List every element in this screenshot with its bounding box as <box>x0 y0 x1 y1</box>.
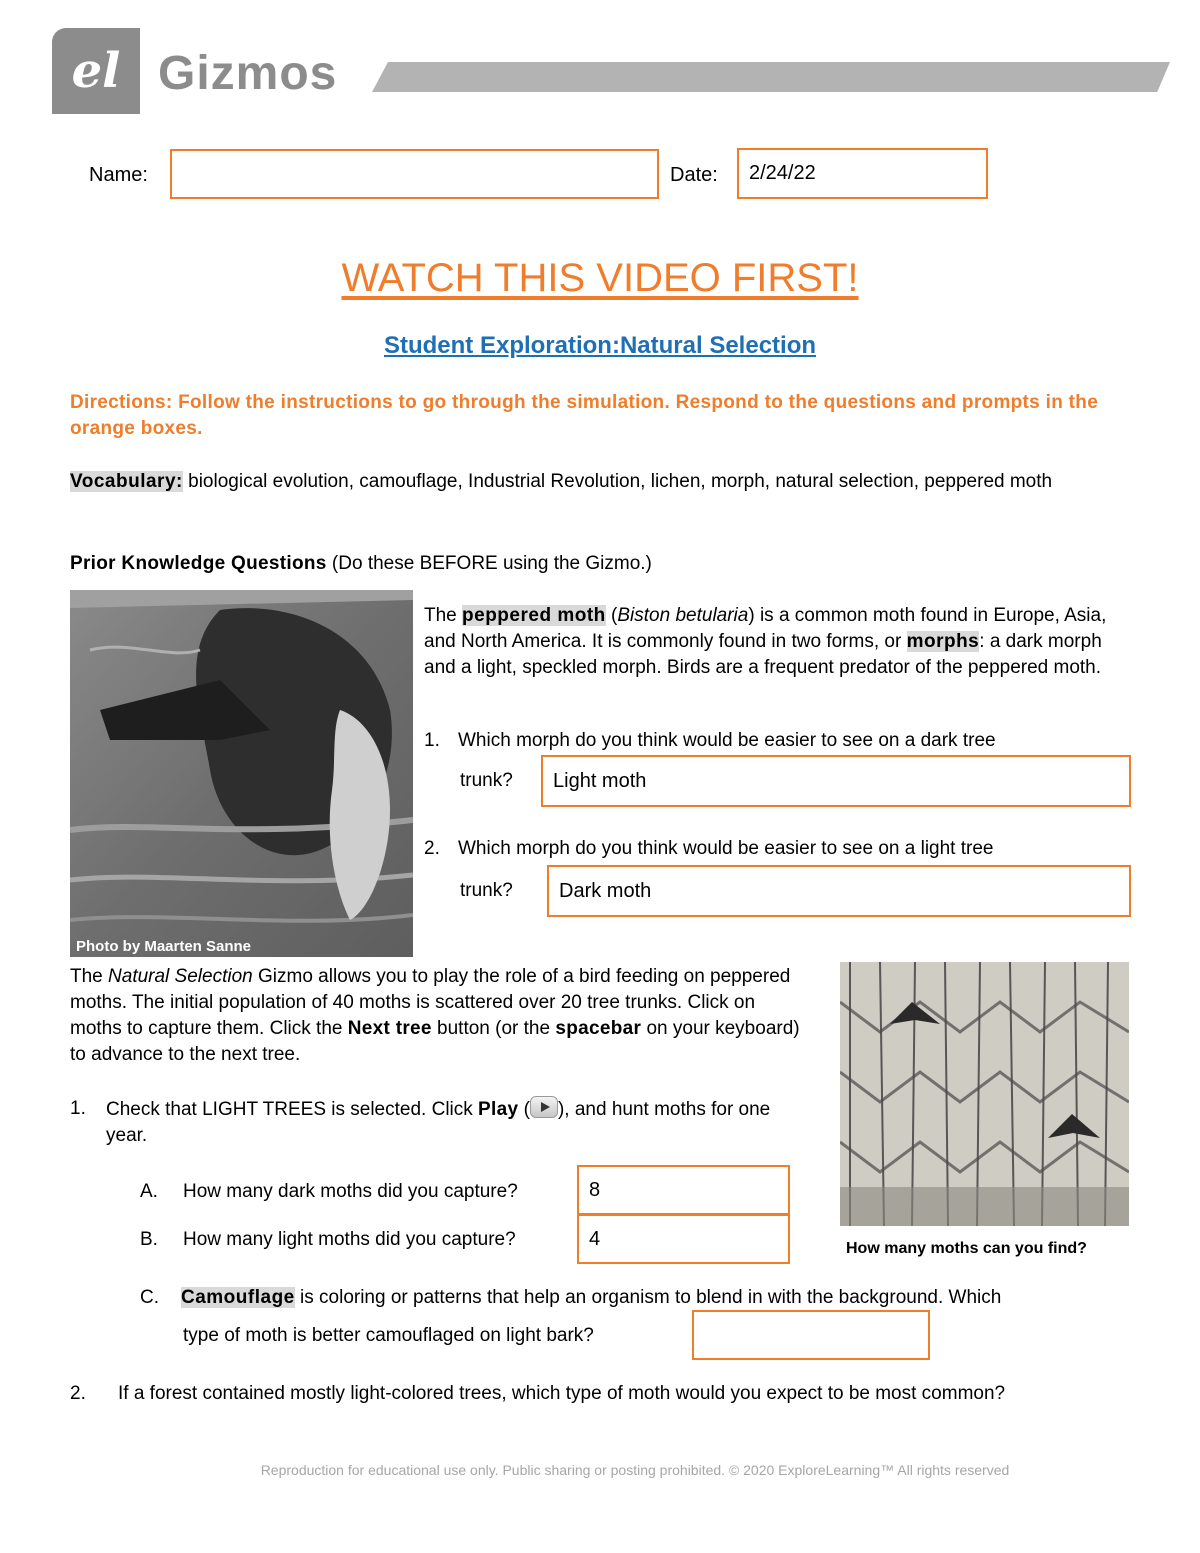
watch-video-link[interactable]: WATCH THIS VIDEO FIRST! <box>341 256 859 300</box>
vocabulary-paragraph <box>70 469 1140 495</box>
species-name: Biston betularia <box>617 605 749 626</box>
vocabulary-label: Vocabulary: <box>70 471 183 492</box>
logo-text: el <box>71 43 121 99</box>
play-icon <box>530 1096 558 1118</box>
term-morphs: morphs <box>906 631 980 652</box>
prior-heading-label: Prior Knowledge Questions <box>70 553 327 574</box>
sub-question-c-cont: type of moth is better camouflaged on light bark? <box>183 1325 594 1346</box>
term-camouflage: Camouflage <box>181 1287 295 1308</box>
sub-question-a-letter: A. <box>140 1181 158 1202</box>
q1-text-b: ( <box>518 1099 530 1120</box>
camouflage-moth-image <box>840 962 1129 1226</box>
gizmo-name: Natural Selection <box>108 966 253 987</box>
play-term: Play <box>478 1099 519 1120</box>
name-field[interactable] <box>170 149 659 199</box>
date-label: Date: <box>670 164 718 186</box>
sub-question-c-letter: C. <box>140 1287 159 1308</box>
gizmo-text-3: button (or the <box>431 1018 556 1039</box>
q1-text-c: ), and hunt moths for one year. <box>106 1099 771 1146</box>
activity-question-1-number: 1. <box>70 1098 86 1119</box>
dark-moths-captured-field[interactable]: 8 <box>577 1165 790 1215</box>
prior-question-2-text: Which morph do you think would be easier to see on a light tree <box>458 838 994 859</box>
footer-copyright: Reproduction for educational use only. Public sharing or posting prohibited. © 2020 ExploreLearning™ All rights reserved <box>260 1462 1010 1478</box>
q1-text-a: Check that LIGHT TREES is selected. Click <box>106 1099 479 1120</box>
brand-name: Gizmos <box>158 47 338 100</box>
light-trunk-answer-field[interactable]: Dark moth <box>547 865 1131 917</box>
light-moths-captured-field[interactable]: 4 <box>577 1214 790 1264</box>
intro-text-2: ( <box>605 605 618 626</box>
directions-text: Directions: Follow the instructions to go through the simulation. Respond to the questions and prompts in the orange boxes. <box>70 392 1099 439</box>
camouflage-answer-field[interactable] <box>692 1310 930 1360</box>
moth-image-caption: How many moths can you find? <box>846 1240 1087 1257</box>
sub-question-a-text: How many dark moths did you capture? <box>183 1181 518 1202</box>
activity-question-1-text <box>106 1096 806 1149</box>
prior-question-1-number: 1. <box>424 730 440 751</box>
prior-question-1-text: Which morph do you think would be easier to see on a dark tree <box>458 730 996 751</box>
spacebar-term: spacebar <box>555 1018 642 1039</box>
peppered-moth-photo <box>70 590 413 957</box>
term-peppered-moth: peppered moth <box>462 605 606 626</box>
intro-text-3: ) is a common moth found in Europe, Asia, and North America. It is commonly found in two forms, or <box>424 605 1107 652</box>
gizmo-text-4: on your keyboard) to advance to the next tree. <box>70 1018 800 1065</box>
intro-text-1: The <box>424 605 463 626</box>
camouflage-definition: is coloring or patterns that help an organism to blend in with the background. Which <box>294 1287 1002 1308</box>
vocabulary-list: biological evolution, camouflage, Industrial Revolution, lichen, morph, natural selection, peppered moth <box>182 471 1053 492</box>
activity-question-2-text: If a forest contained mostly light-colored trees, which type of moth would you expect to be most common? <box>118 1383 1006 1404</box>
header-bar <box>372 62 1170 92</box>
prior-question-1-cont: trunk? <box>460 770 513 791</box>
gizmo-text-2: Gizmo allows you to play the role of a bird feeding on peppered moths. The initial population of 40 moths is scattered over 20 tree trunks. Click on moths to capture them. Click the <box>70 966 791 1039</box>
dark-trunk-answer-field[interactable]: Light moth <box>541 755 1131 807</box>
name-label: Name: <box>89 164 148 186</box>
gizmo-description <box>70 964 800 1068</box>
sub-question-b-letter: B. <box>140 1229 158 1250</box>
explorelearning-logo <box>52 28 140 114</box>
peppered-moth-intro <box>424 603 1129 681</box>
sub-question-c-text <box>181 1285 1131 1311</box>
photo-credit: Photo by Maarten Sanne <box>76 938 252 955</box>
prior-question-2-number: 2. <box>424 838 440 859</box>
prior-knowledge-heading <box>70 551 1070 577</box>
activity-question-2-number: 2. <box>70 1383 86 1404</box>
prior-heading-note: (Do these BEFORE using the Gizmo.) <box>326 553 652 574</box>
next-tree-term: Next tree <box>347 1018 432 1039</box>
intro-text-4: : a dark morph and a light, speckled morph. Birds are a frequent predator of the peppered moth. <box>424 631 1102 678</box>
prior-question-2-cont: trunk? <box>460 880 513 901</box>
date-field[interactable]: 2/24/22 <box>737 148 988 199</box>
gizmo-text-1: The <box>70 966 109 987</box>
page-title[interactable]: Student Exploration:Natural Selection <box>383 332 817 359</box>
sub-question-b-text: How many light moths did you capture? <box>183 1229 516 1250</box>
